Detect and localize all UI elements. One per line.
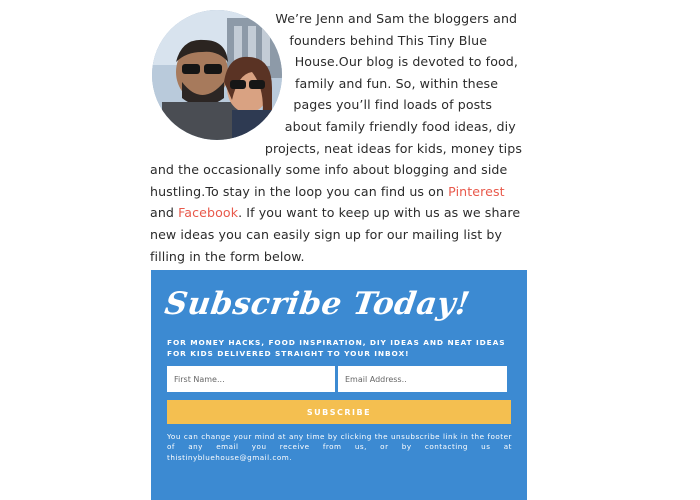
about-text-part-2: and: [150, 205, 179, 221]
about-text-part-1: We’re Jenn and Sam the bloggers and founders behind This Tiny Blue House.Our blog is devoted to food, family and fun. So, within these pages you’ll find loads of posts about family friendly food ideas, diy projects, neat ideas for kids, money tips and the occasionally some info about blogging and side hustling.To stay in the loop you can find us on: [150, 11, 523, 199]
subscribe-form: [151, 270, 527, 500]
first-name-input[interactable]: [167, 366, 335, 392]
facebook-link[interactable]: Facebook: [178, 205, 239, 221]
subscribe-title: Subscribe Today!: [162, 286, 473, 322]
bloggers-photo: [152, 10, 282, 140]
subscribe-button[interactable]: SUBSCRIBE: [167, 400, 511, 424]
bloggers-photo-image: [152, 10, 282, 140]
subscribe-tagline: FOR MONEY HACKS, FOOD INSPIRATION, DIY IDEAS AND NEAT IDEAS FOR KIDS DELIVERED STRAIGHT TO YOUR INBOX!: [167, 338, 506, 358]
about-section: [150, 8, 530, 267]
unsubscribe-note: You can change your mind at any time by clicking the unsubscribe link in the footer of any email you receive from us, or by contacting us at thistinybluehouse@gmail.com.: [167, 432, 512, 462]
about-text-part-3: . If you want to keep up with us as we share new ideas you can easily sign up for our mailing list by filling in the form below.: [150, 205, 521, 264]
pinterest-link[interactable]: Pinterest: [448, 183, 505, 199]
email-input[interactable]: [338, 366, 507, 392]
